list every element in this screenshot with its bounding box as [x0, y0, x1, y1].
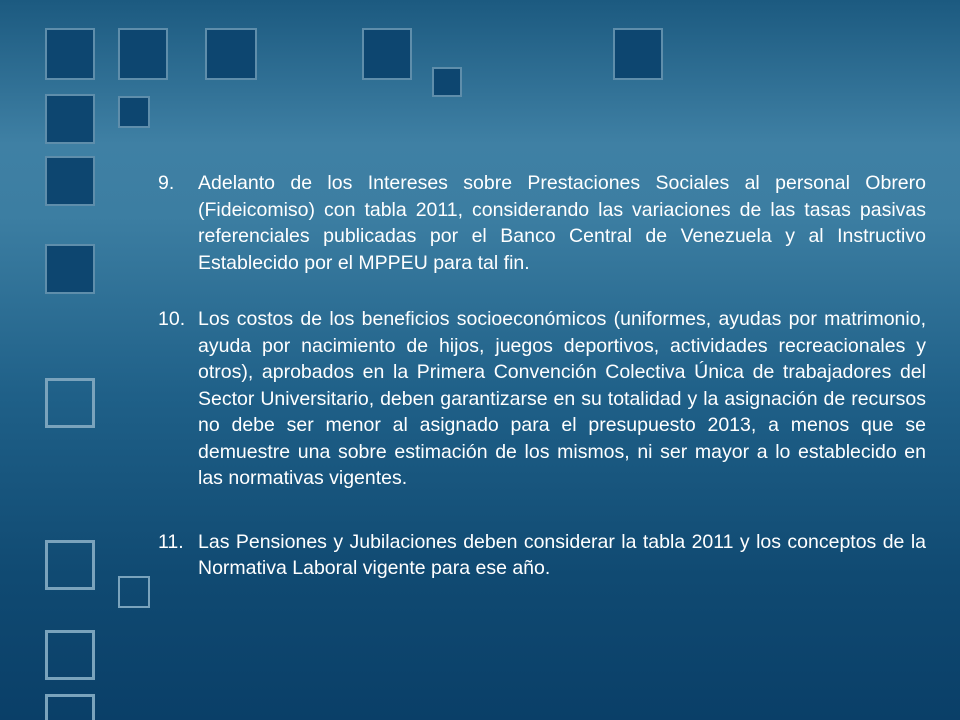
- numbered-list: [158, 170, 926, 582]
- decorative-square: [118, 96, 150, 128]
- decorative-square: [613, 28, 663, 80]
- decorative-square: [45, 156, 95, 206]
- decorative-square: [45, 94, 95, 144]
- list-item-number: 10.: [158, 308, 186, 330]
- list-item-number: 11.: [158, 530, 184, 553]
- list-item: [158, 170, 926, 276]
- decorative-square-outline: [45, 378, 95, 428]
- list-item-text: Adelanto de los Intereses sobre Prestaciones Sociales al personal Obrero (Fideicomiso) con tabla 2011, considerando las variaciones de las tasas pasivas referenciales publicadas por el Banco Central de Venezuela y al Instructivo Establecido por el MPPEU para tal fin.: [198, 172, 926, 274]
- decorative-square: [432, 67, 462, 97]
- decorative-square-outline: [45, 540, 95, 590]
- decorative-square-outline: [118, 576, 150, 608]
- list-item-number: 9.: [158, 172, 175, 194]
- decorative-square: [118, 28, 168, 80]
- list-item-text: Los costos de los beneficios socioeconómicos (uniformes, ayudas por matrimonio, ayuda por nacimiento de hijos, juegos deportivos, actividades recreacionales y otros), aprobados en la Primera Convención Colectiva Única de trabajadores del Sector Universitario, deben garantizarse en su totalidad y la asignación de recursos no debe ser menor al asignado para el presupuesto 2013, a menos que se demuestre una sobre estimación de los mismos, ni ser mayor a lo establecido en las normativas vigentes.: [198, 308, 926, 489]
- decorative-square: [45, 244, 95, 294]
- list-item-text: Las Pensiones y Jubilaciones deben considerar la tabla 2011 y los conceptos de la Normativa Laboral vigente para ese año.: [198, 530, 926, 579]
- decorative-square: [45, 28, 95, 80]
- decorative-square-outline: [45, 630, 95, 680]
- decorative-square: [205, 28, 257, 80]
- list-item: [158, 529, 926, 582]
- decorative-square: [362, 28, 412, 80]
- list-item: [158, 306, 926, 492]
- decorative-square-outline: [45, 694, 95, 720]
